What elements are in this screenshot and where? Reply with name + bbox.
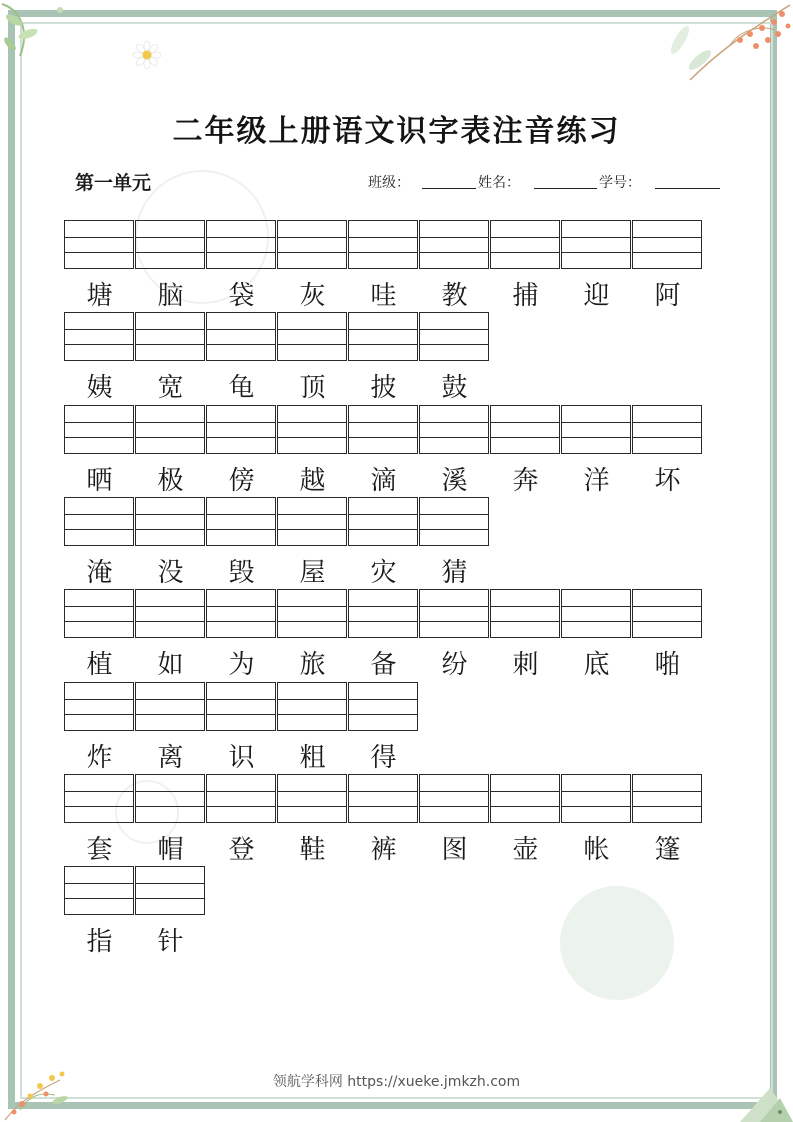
decorative-soft-circle [560,886,674,1000]
hanzi-character: 奔 [512,465,539,496]
hanzi-character: 粗 [299,742,326,773]
hanzi-character: 识 [228,742,255,773]
class-field[interactable] [422,188,476,189]
pinyin-writing-box[interactable] [64,405,134,454]
pinyin-writing-box[interactable] [277,497,347,546]
pinyin-row [64,774,703,823]
hanzi-character: 裤 [370,834,397,865]
hanzi-character: 鞋 [299,834,326,865]
hanzi-character: 屋 [299,557,326,588]
pinyin-writing-box[interactable] [206,774,276,823]
pinyin-writing-box[interactable] [206,405,276,454]
pinyin-writing-box[interactable] [206,682,276,731]
hanzi-character: 备 [370,650,397,681]
pinyin-writing-box[interactable] [632,220,702,269]
hanzi-character: 姨 [86,373,113,404]
pinyin-writing-box[interactable] [64,682,134,731]
hanzi-character: 为 [228,650,255,681]
pinyin-writing-box[interactable] [64,312,134,361]
character-row [64,552,490,589]
hanzi-character: 炸 [86,742,113,773]
pinyin-row [64,682,419,731]
pinyin-writing-box[interactable] [206,312,276,361]
pinyin-writing-box[interactable] [135,312,205,361]
pinyin-writing-box[interactable] [277,405,347,454]
hanzi-character: 针 [157,927,184,958]
pinyin-writing-box[interactable] [490,589,560,638]
hanzi-character: 没 [157,557,184,588]
hanzi-character: 洋 [583,465,610,496]
pinyin-writing-box[interactable] [277,682,347,731]
pinyin-writing-box[interactable] [135,682,205,731]
pinyin-writing-box[interactable] [64,220,134,269]
hanzi-character: 淹 [86,557,113,588]
hanzi-character: 帽 [157,834,184,865]
pinyin-writing-box[interactable] [206,497,276,546]
character-row [64,829,703,866]
hanzi-character: 植 [86,650,113,681]
character-row [64,275,703,312]
hanzi-character: 指 [86,927,113,958]
pinyin-writing-box[interactable] [419,774,489,823]
character-row [64,737,419,774]
hanzi-character: 图 [441,834,468,865]
pinyin-writing-box[interactable] [135,774,205,823]
pinyin-writing-box[interactable] [277,774,347,823]
student-number-field[interactable] [655,188,720,189]
pinyin-writing-box[interactable] [490,405,560,454]
hanzi-character: 迎 [583,281,610,311]
pinyin-writing-box[interactable] [632,589,702,638]
pinyin-writing-box[interactable] [64,497,134,546]
pinyin-writing-box[interactable] [632,405,702,454]
student-number-label: 学号： [599,175,641,191]
hanzi-character: 啪 [654,650,681,681]
pinyin-row [64,312,490,361]
pinyin-writing-box[interactable] [64,774,134,823]
hanzi-character: 越 [299,465,326,496]
hanzi-character: 袋 [228,281,255,311]
pinyin-writing-box[interactable] [419,312,489,361]
pinyin-writing-box[interactable] [135,866,205,915]
character-row [64,460,703,497]
hanzi-character: 教 [441,281,468,311]
hanzi-character: 离 [157,742,184,773]
pinyin-writing-box[interactable] [490,220,560,269]
hanzi-character: 滴 [370,465,397,496]
hanzi-character: 壶 [512,834,539,865]
hanzi-character: 如 [157,650,184,681]
pinyin-writing-box[interactable] [419,497,489,546]
pinyin-writing-box[interactable] [348,589,418,638]
pinyin-writing-box[interactable] [277,220,347,269]
hanzi-character: 灰 [299,281,326,311]
pinyin-writing-box[interactable] [419,589,489,638]
pinyin-writing-box[interactable] [419,220,489,269]
pinyin-writing-box[interactable] [135,405,205,454]
hanzi-character: 披 [370,373,397,404]
hanzi-character: 毁 [228,557,255,588]
hanzi-character: 鼓 [441,373,468,404]
hanzi-character: 登 [228,834,255,865]
pinyin-writing-box[interactable] [277,589,347,638]
hanzi-character: 脑 [157,281,184,311]
name-label: 姓名： [478,175,520,191]
pinyin-writing-box[interactable] [490,774,560,823]
pinyin-writing-box[interactable] [561,405,631,454]
pinyin-row [64,405,703,454]
hanzi-character: 捕 [512,281,539,311]
berry-branch-top-right-icon [670,0,793,85]
hanzi-character: 猜 [441,557,468,588]
hanzi-character: 塘 [86,281,113,311]
pinyin-writing-box[interactable] [348,774,418,823]
pinyin-writing-box[interactable] [206,589,276,638]
hanzi-character: 旅 [299,650,326,681]
hanzi-character: 龟 [228,373,255,404]
pinyin-row [64,220,703,269]
unit-label: 第一单元 [75,172,152,194]
pinyin-writing-box[interactable] [348,682,418,731]
hanzi-character: 溪 [441,465,468,496]
pinyin-writing-box[interactable] [206,220,276,269]
flower-sprig-bottom-left-icon [0,1060,90,1122]
pinyin-writing-box[interactable] [348,220,418,269]
pinyin-writing-box[interactable] [135,497,205,546]
daisy-flower-icon [132,40,162,70]
hanzi-character: 坏 [654,465,681,496]
pinyin-writing-box[interactable] [348,405,418,454]
hanzi-character: 宽 [157,373,184,404]
hanzi-character: 哇 [370,281,397,311]
pinyin-row [64,589,703,638]
hanzi-character: 底 [583,650,610,681]
pinyin-writing-box[interactable] [135,589,205,638]
pinyin-writing-box[interactable] [64,866,134,915]
pinyin-writing-box[interactable] [277,312,347,361]
hanzi-character: 刺 [512,650,539,681]
character-row [64,367,490,404]
hanzi-character: 阿 [654,281,681,311]
hanzi-character: 帐 [583,834,610,865]
pinyin-writing-box[interactable] [348,497,418,546]
character-row [64,644,703,681]
hanzi-character: 灾 [370,557,397,588]
pinyin-writing-box[interactable] [561,589,631,638]
hanzi-character: 套 [86,834,113,865]
hanzi-character: 晒 [86,465,113,496]
leaf-decoration-top-left-icon [0,0,80,70]
class-label: 班级： [368,175,410,191]
pinyin-writing-box[interactable] [419,405,489,454]
character-row [64,921,206,958]
hanzi-character: 极 [157,465,184,496]
hanzi-character: 得 [370,742,397,773]
hanzi-character: 篷 [654,834,681,865]
footer-source: 领航学科网 https://xueke.jmkzh.com [272,1074,521,1090]
pinyin-writing-box[interactable] [135,220,205,269]
pinyin-row [64,866,206,915]
hanzi-character: 纷 [441,650,468,681]
pinyin-writing-box[interactable] [561,220,631,269]
pinyin-writing-box[interactable] [64,589,134,638]
page-title: 二年级上册语文识字表注音练习 [172,114,621,149]
hanzi-character: 傍 [228,465,255,496]
hanzi-character: 顶 [299,373,326,404]
name-field[interactable] [534,188,597,189]
pinyin-writing-box[interactable] [632,774,702,823]
pinyin-writing-box[interactable] [561,774,631,823]
pinyin-writing-box[interactable] [348,312,418,361]
pinyin-row [64,497,490,546]
